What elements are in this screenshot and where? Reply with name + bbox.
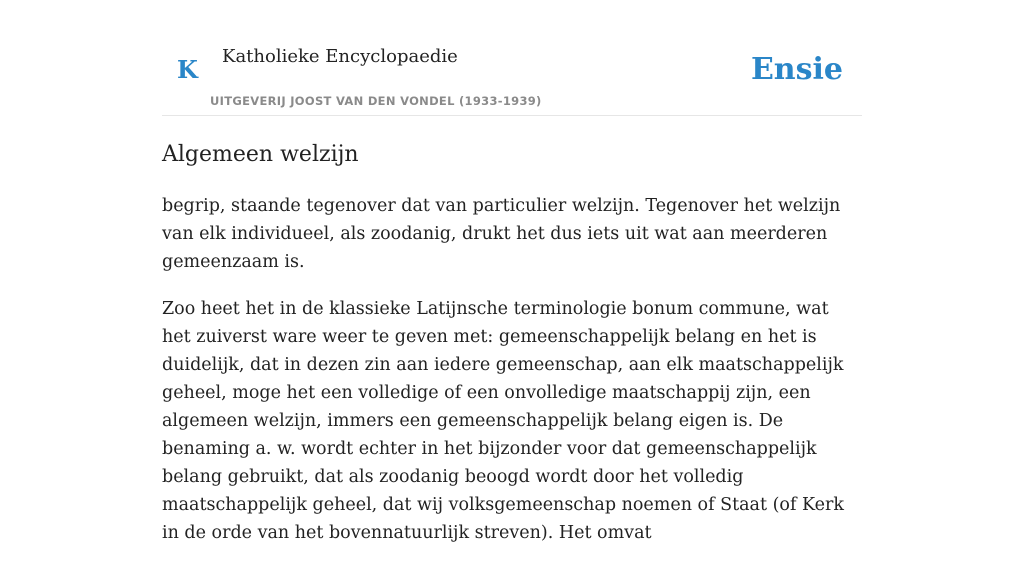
ensie-brand-logo[interactable]: Ensie: [750, 52, 843, 87]
page: [162, 0, 862, 543]
article-title: Algemeen welzijn: [162, 142, 359, 167]
publisher-subtitle: UITGEVERIJ JOOST VAN DEN VONDEL (1933-1939): [210, 94, 542, 108]
article-body: [162, 192, 862, 566]
article-paragraph: Zoo heet het in de klassieke Latijnsche terminologie bonum commune, wat het zuiverst ware weer te geven met: gemeenschappelijk belang en het is duidelijk, dat in dezen zin aan iedere gemeenschap, aan elk maatschappelijk geheel, moge het een volledige of een onvolledige maatschappij zijn, een algemeen welzijn, immers een gemeenschappelijk belang eigen is. De benaming a. w. wordt echter in het bijzonder voor dat gemeenschappelijk belang gebruikt, dat als zoodanig beoogd wordt door het volledig maatschappelijk geheel, dat wij volksgemeenschap noemen of Staat (of Kerk in de orde van het bovennatuurlijk streven). Het omvat: [162, 299, 844, 543]
site-header: [162, 0, 862, 116]
article-paragraph: begrip, staande tegenover dat van particulier welzijn. Tegenover het welzijn van elk individueel, als zoodanig, drukt het dus iets uit wat aan meerderen gemeenzaam is.: [162, 196, 841, 272]
site-logo-icon[interactable]: K: [177, 55, 198, 84]
site-title-link[interactable]: Katholieke Encyclopaedie: [222, 46, 458, 67]
